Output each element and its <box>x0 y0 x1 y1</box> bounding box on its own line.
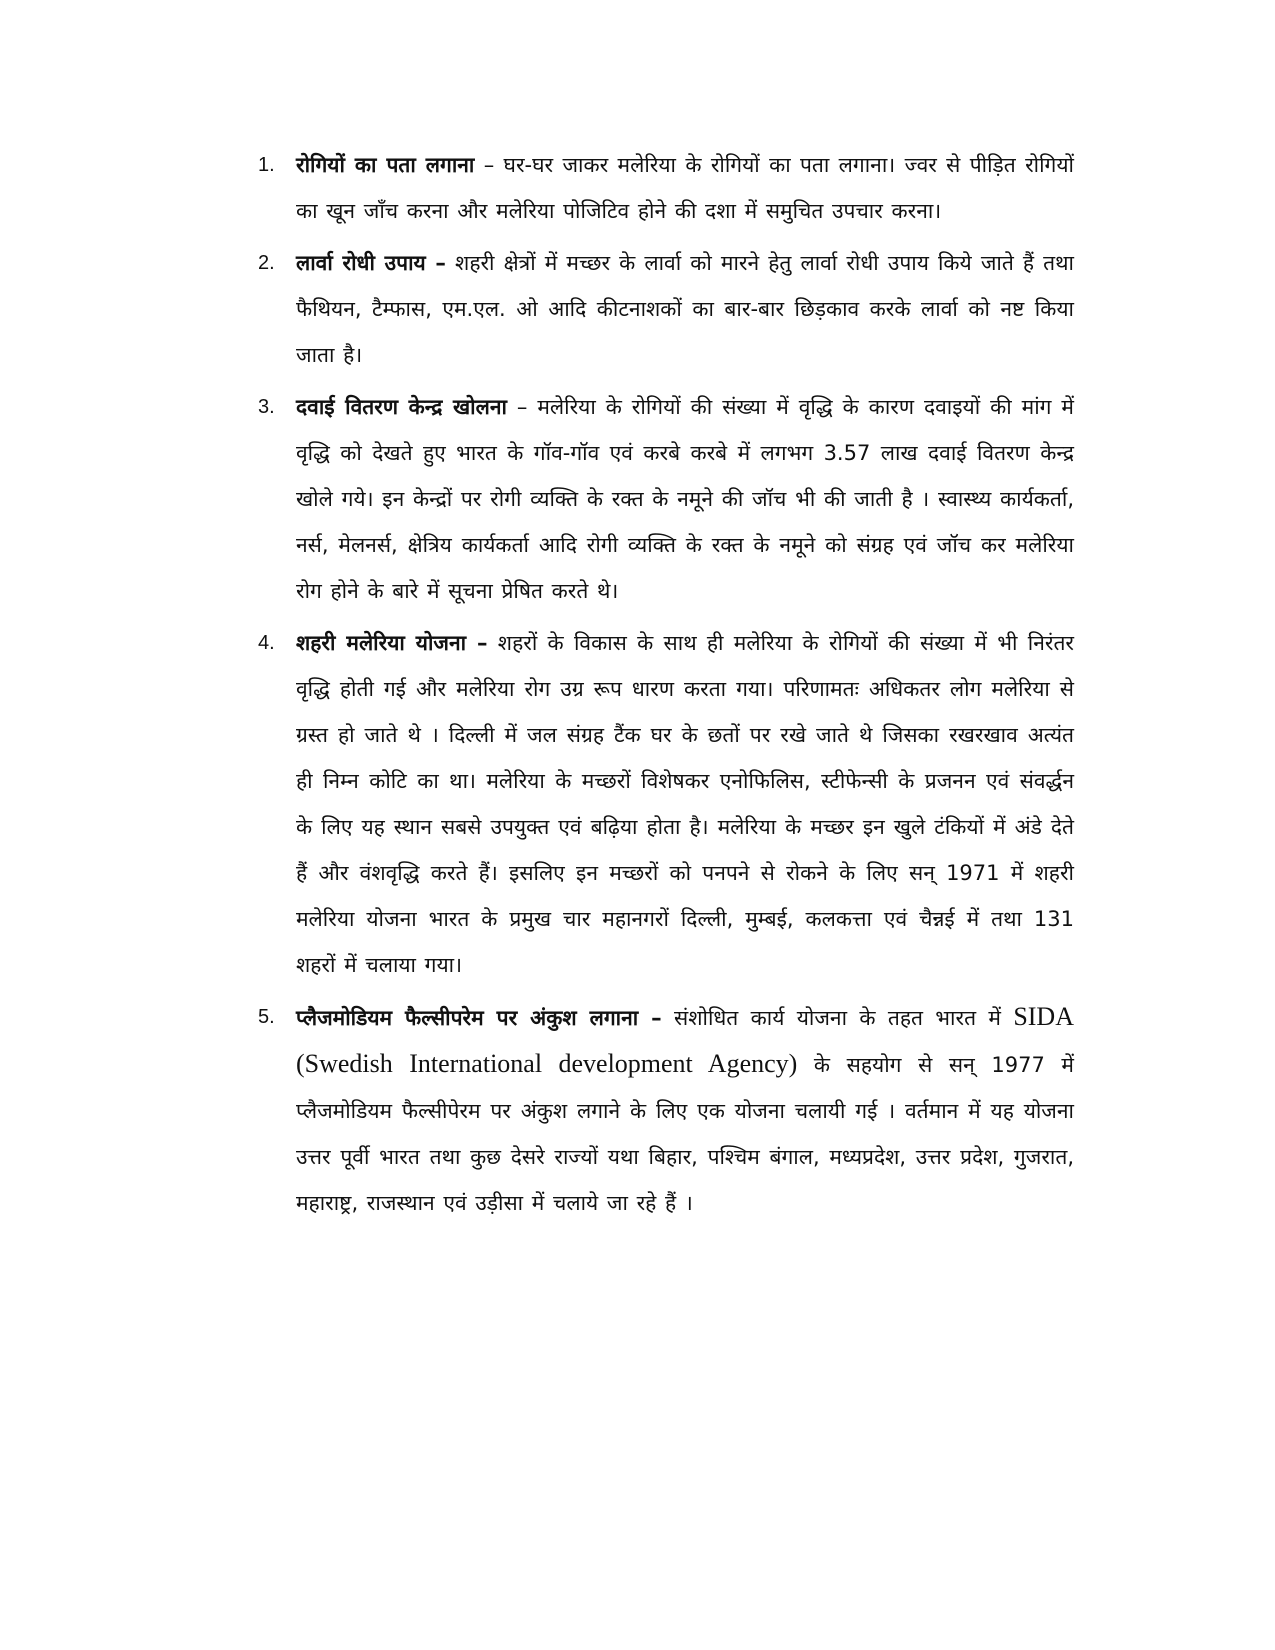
item-text: शहरों के विकास के साथ ही मलेरिया के रोगियों की संख्या में भी निरंतर वृद्धि होती गई और मलेरिया रोग उग्र रूप धारण करता गया। परिणामतः अधिकतर लोग मलेरिया से ग्रस्त हो जाते थे । दिल्ली में जल संग्रह टैंक घर के छतों पर रखे जाते थे जिसका रखरखाव अत्यंत ही निम्न कोटि का था। मलेरिया के मच्छरों विशेषकर एनोफिलिस, स्टीफेन्सी के प्रजनन एवं संवर्द्धन के लिए यह स्थान सबसे उपयुक्त एवं बढ़िया होता है। मलेरिया के मच्छर इन खुले टंकियों में अंडे देते हैं और वंशवृद्धि करते हैं। इसलिए इन मच्छरों को पनपने से रोकने के लिए सन् 1971 में शहरी मलेरिया योजना भारत के प्रमुख चार महानगरों दिल्ली, मुम्बई, कलकत्ता एवं चैन्नई में तथा 131 शहरों में चलाया गया। <box>296 631 1074 977</box>
item-heading: रोगियों का पता लगाना <box>296 153 475 177</box>
item-text: – घर-घर जाकर मलेरिया के रोगियों का पता लगाना। ज्वर से पीड़ित रोगियों का खून जाँच करना और मलेरिया पोजिटिव होने की दशा में समुचित उपचार करना। <box>296 153 1074 223</box>
item-text: संशोधित कार्य योजना के तहत भारत में <box>661 1006 1014 1030</box>
list-number: 5. <box>258 1006 275 1028</box>
list-item-body <box>296 384 1074 614</box>
item-heading: प्लैजमोडियम फैल्सीपरेम पर अंकुश लगाना – <box>296 1006 662 1030</box>
list-number: 3. <box>258 396 275 418</box>
item-text: के सहयोग से सन् 1977 में प्लैजमोडियम फैल्सीपेरम पर अंकुश लगाने के लिए एक योजना चलायी गई । वर्तमान में यह योजना उत्तर पूर्वी भारत तथा कुछ देसरे राज्यों यथा बिहार, पश्चिम बंगाल, मध्यप्रदेश, उत्तर प्रदेश, गुजरात, महाराष्ट्र, राजस्थान एवं उड़ीसा में चलाये जा रहे हैं । <box>296 1053 1074 1215</box>
list-item-5 <box>258 994 1074 1226</box>
item-heading: शहरी मलेरिया योजना – <box>296 631 488 655</box>
list-item-3 <box>258 384 1074 614</box>
item-text: – मलेरिया के रोगियों की संख्या में वृद्धि के कारण दवाइयों की मांग में वृद्धि को देखते हुए भारत के गॉव-गॉव एवं करबे करबे में लगभग 3.57 लाख दवाई वितरण केन्द्र खोले गये। इन केन्द्रों पर रोगी व्यक्ति के रक्त के नमूने की जॉच भी की जाती है । स्वास्थ्य कार्यकर्ता, नर्स, मेलनर्स, क्षेत्रिय कार्यकर्ता आदि रोगी व्यक्ति के रक्त के नमूने को संग्रह एवं जॉच कर मलेरिया रोग होने के बारे में सूचना प्रेषित करते थे। <box>296 395 1074 603</box>
sida-text: SIDA (Swedish International development Agency) <box>296 1002 1074 1078</box>
item-heading: लार्वा रोधी उपाय – <box>296 251 446 275</box>
numbered-list <box>258 142 1074 1232</box>
list-item-4 <box>258 620 1074 988</box>
item-text: शहरी क्षेत्रों में मच्छर के लार्वा को मारने हेतु लार्वा रोधी उपाय किये जाते हैं तथा फैथियन, टैम्फास, एम.एल. ओ आदि कीटनाशकों का बार-बार छिड़काव करके लार्वा को नष्ट किया जाता है। <box>296 251 1074 367</box>
list-item-body <box>296 994 1074 1226</box>
list-item-body <box>296 240 1074 378</box>
list-item-1 <box>258 142 1074 234</box>
list-item-body <box>296 142 1074 234</box>
list-number: 4. <box>258 632 275 654</box>
list-item-body <box>296 620 1074 988</box>
item-heading: दवाई वितरण केन्द्र खोलना <box>296 395 507 419</box>
list-number: 2. <box>258 252 275 274</box>
list-number: 1. <box>258 154 275 176</box>
list-item-2 <box>258 240 1074 378</box>
